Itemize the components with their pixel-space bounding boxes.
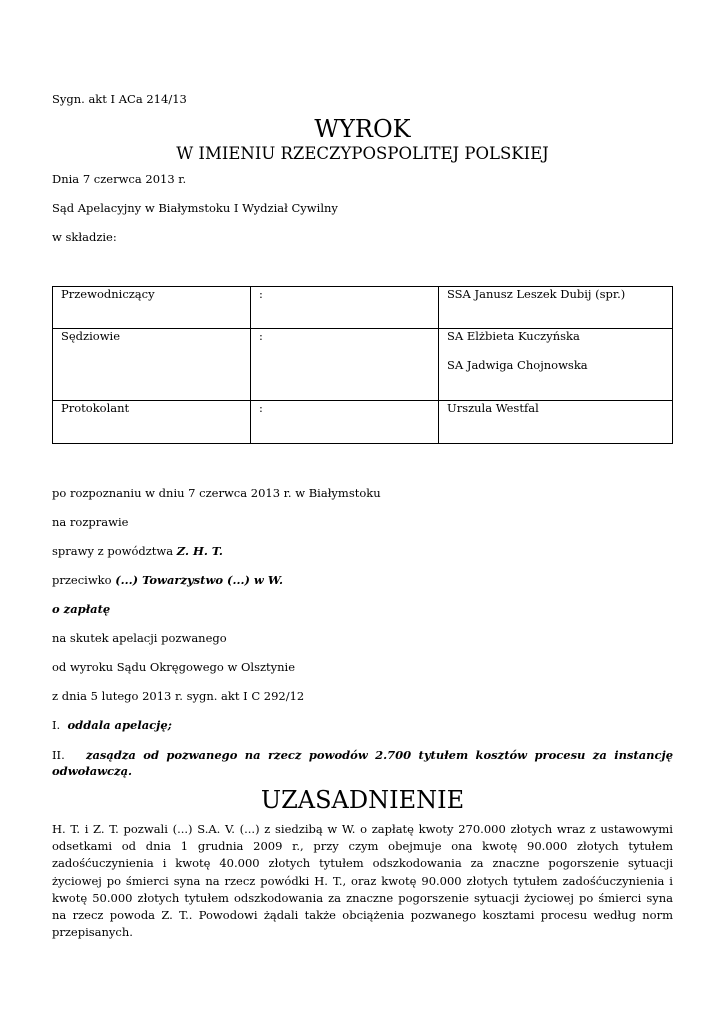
names-cell [439,401,673,444]
justification-paragraph: H. T. i Z. T. pozwali (...) S.A. V. (...) z siedzibą w W. o zapłatę kwoty 270.000 złotych wraz z ustawowymi odsetkami od dnia 1 grudnia 2009 r., przy czym obejmuje ona kwotę 90.000 złotych tytułem zadośćuczynienia i kwotę 40.000 złotych tytułem odszkodowania za znaczne pogorszenie sytuacji życiowej po śmierci syna na rzecz powódki H. T., oraz kwotę 90.000 złotych tytułem zadośćuczynienia i kwotę 50.000 złotych tytułem odszkodowania za znaczne pogorszenie sytuacji życiowej po śmierci syna na rzecz powoda Z. T.. Powodowi żądali także obciążenia pozwanego kosztami procesu według norm przepisanych. [52,822,673,940]
document-subtitle: W IMIENIU RZECZYPOSPOLITEJ POLSKIEJ [176,144,549,163]
against-prefix: przeciwko [52,573,116,587]
table-row [53,401,673,444]
ruling-item-1 [52,718,172,732]
against-line [52,573,283,587]
appeal-line: na skutek apelacji pozwanego [52,631,227,645]
defendant-name: (...) Towarzystwo (...) w W. [115,573,283,587]
ruling-number: I. [52,718,61,732]
role-cell: Przewodniczący [53,287,251,329]
hearing-line: po rozpoznaniu w dniu 7 czerwca 2013 r. w Białymstoku [52,486,381,500]
subject-line: o zapłatę [52,602,111,616]
separator-cell: : [251,287,439,329]
role-cell: Protokolant [53,401,251,444]
separator-cell: : [251,329,439,401]
separator-cell: : [251,401,439,444]
ruling-number: II. [52,748,65,762]
ruling-text-continuation: odwoławczą. [52,764,133,778]
lower-judgment-date: z dnia 5 lutego 2013 r. sygn. akt I C 292/12 [52,689,305,703]
lower-court-line: od wyroku Sądu Okręgowego w Olsztynie [52,660,296,674]
role-cell: Sędziowie [53,329,251,401]
session-line: na rozprawie [52,515,129,529]
justification-heading: UZASADNIENIE [260,786,465,814]
table-row [53,329,673,401]
names-cell [439,287,673,329]
claim-prefix: sprawy z powództwa [52,544,177,558]
case-reference: Sygn. akt I ACa 214/13 [52,92,187,106]
claimant-name: Z. H. T. [176,544,223,558]
court-panel-table [52,286,673,444]
court-name: Sąd Apelacyjny w Białymstoku I Wydział Cywilny [52,201,338,215]
clerk-name: Urszula Westfal [447,401,539,415]
ruling-item-2 [52,747,673,764]
ruling-text: oddala apelację; [67,718,172,732]
document-title: WYROK [314,115,411,143]
names-cell [439,329,673,401]
claim-line [52,544,223,558]
judge-name: SSA Janusz Leszek Dubij (spr.) [447,287,626,301]
judge-name: SA Elżbieta Kuczyńska [447,329,580,343]
judge-name: SA Jadwiga Chojnowska [447,358,588,372]
composition-label: w składzie: [52,230,117,244]
judgment-date: Dnia 7 czerwca 2013 r. [52,172,187,186]
table-row [53,287,673,329]
ruling-text: zasądza od pozwanego na rzecz powodów 2.700 tytułem kosztów procesu za instancję [85,748,674,762]
